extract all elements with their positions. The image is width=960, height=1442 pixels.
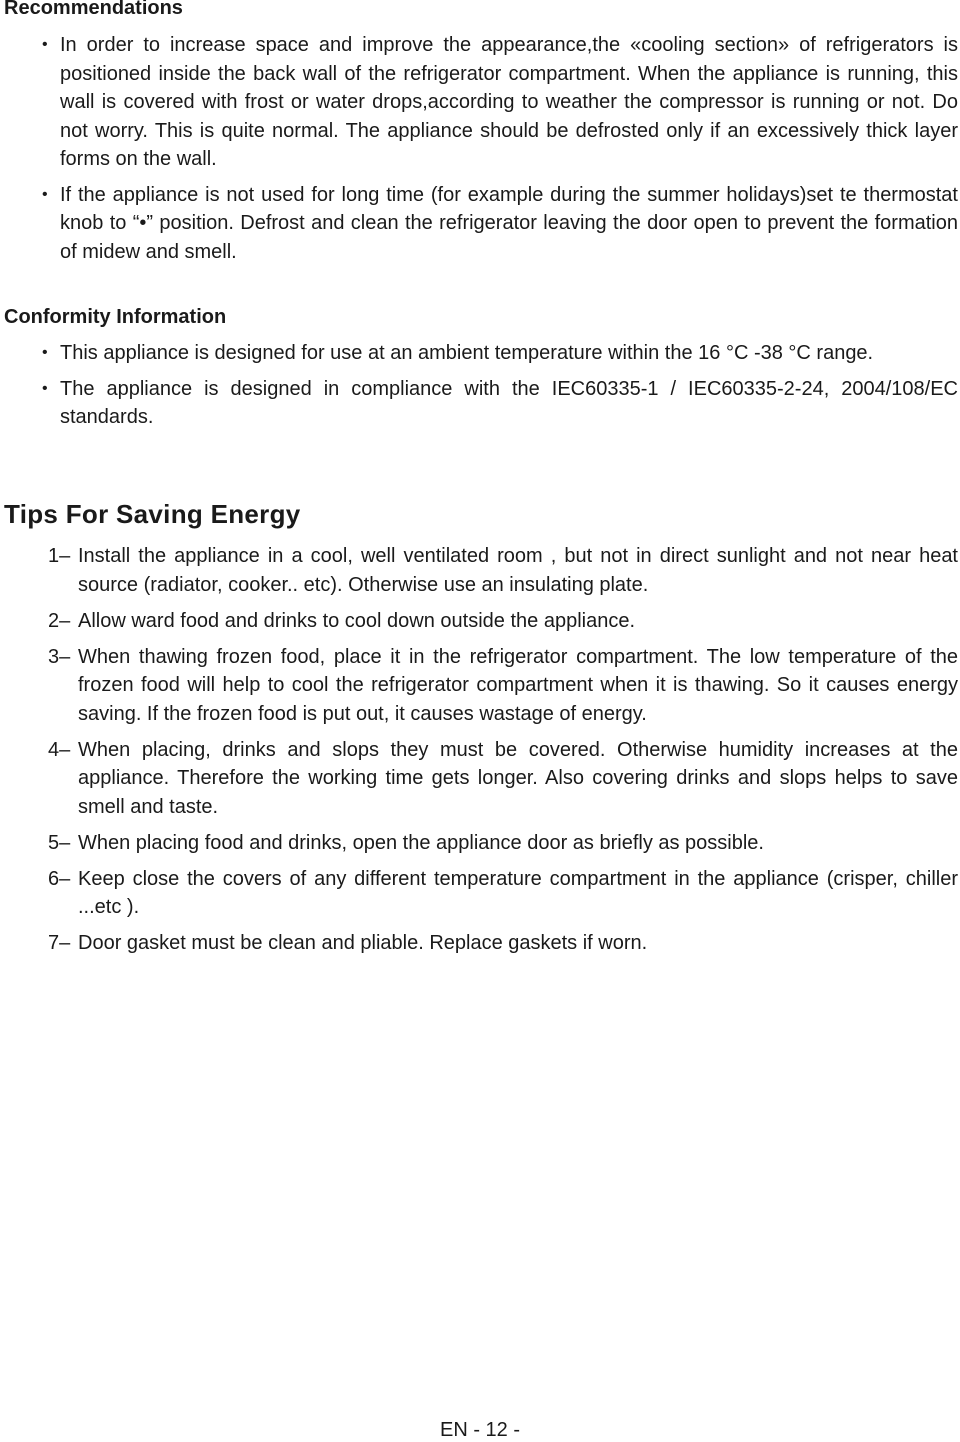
list-item: • In order to increase space and improve the appearance,the «cooling section» of refrigerators is positioned inside the back wall of the refrigerator compartment. When the appliance is running, this wall is covered with frost or water drops,according to weather the compressor is running or not. Do not worry. This is quite normal. The appliance should be defrosted only if an excessively thick layer forms on the wall. bbox=[42, 31, 958, 174]
list-item: • This appliance is designed for use at an ambient temperature within the 16 °C -38 °C range. bbox=[42, 339, 958, 368]
list-item: • If the appliance is not used for long time (for example during the summer holidays)set te thermostat knob to “•” position. Defrost and clean the refrigerator leaving the door open to prevent the formation of midew and smell. bbox=[42, 181, 958, 267]
bullet-icon: • bbox=[42, 185, 48, 203]
list-number: 5– bbox=[48, 831, 71, 854]
list-item: 2– Allow ward food and drinks to cool down outside the appliance. bbox=[48, 607, 958, 636]
page-number: EN - 12 - bbox=[439, 1419, 521, 1441]
recommendations-list bbox=[42, 31, 958, 273]
conformity-heading: Conformity Information bbox=[4, 306, 227, 328]
list-number: 1– bbox=[48, 545, 71, 567]
list-item: 3– When thawing frozen food, place it in the refrigerator compartment. The low temperature of the frozen food will help to cool the refrigerator compartment when it is thawing. So it causes energy saving. If the frozen food is put out, it causes wastage of energy. bbox=[48, 643, 958, 729]
conformity-list bbox=[42, 339, 958, 439]
tips-list bbox=[48, 542, 958, 965]
bullet-icon: • bbox=[42, 36, 48, 53]
list-item: 5– When placing food and drinks, open the appliance door as briefly as possible. bbox=[48, 829, 958, 858]
list-item: 4– When placing, drinks and slops they must be covered. Otherwise humidity increases at the appliance. Therefore the working time gets longer. Also covering drinks and slops helps to save smell and taste. bbox=[48, 736, 958, 822]
list-item: 6– Keep close the covers of any different temperature compartment in the appliance (crisper, chiller ...etc ). bbox=[48, 865, 958, 922]
list-number: 2– bbox=[48, 609, 71, 632]
list-number: 4– bbox=[48, 738, 71, 761]
list-item: • The appliance is designed in compliance with the IEC60335-1 / IEC60335-2-24, 2004/108/EC standards. bbox=[42, 375, 958, 432]
list-number: 3– bbox=[48, 645, 71, 668]
list-number: 6– bbox=[48, 867, 71, 890]
bullet-icon: • bbox=[42, 344, 48, 361]
tips-heading: Tips For Saving Energy bbox=[4, 499, 301, 529]
list-item: 7– Door gasket must be clean and pliable. Replace gaskets if worn. bbox=[48, 929, 958, 958]
list-item: 1– Install the appliance in a cool, well ventilated room , but not in direct sunlight and not near heat source (radiator, cooker.. etc). Otherwise use an insulating plate. bbox=[48, 542, 958, 599]
list-number: 7– bbox=[48, 932, 71, 954]
recommendations-heading: Recommendations bbox=[4, 0, 183, 19]
bullet-icon: • bbox=[42, 379, 48, 397]
